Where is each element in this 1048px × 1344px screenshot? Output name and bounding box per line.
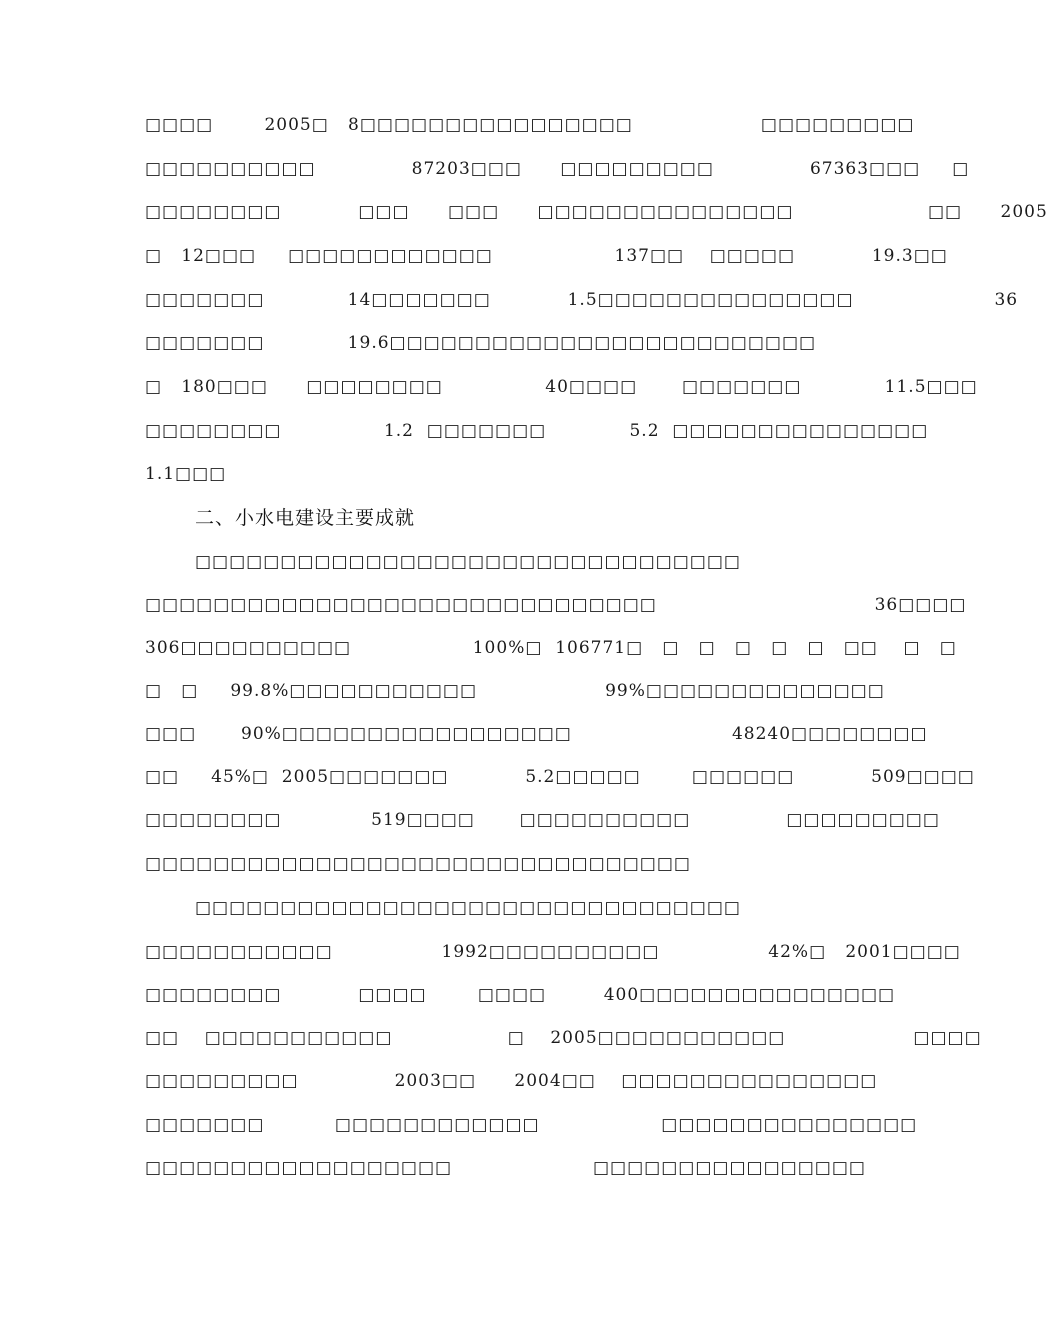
text-line-12: 306□□□□□□□□□□ 100%□ 106771□ □ □ □ □ □ □□ □ □ <box>145 638 957 658</box>
text-line-7: □ 180□□□ □□□□□□□□ 40□□□□ □□□□□□□ 11.5□□□ <box>145 377 978 397</box>
text-line-19: □□□□□□□□□□□ 1992□□□□□□□□□□ 42%□ 2001□□□□ <box>145 942 961 962</box>
text-line-15: □□ 45%□ 2005□□□□□□□ 5.2□□□□□ □□□□□□ 509□□□□ <box>145 767 975 787</box>
text-line-13: □ □ 99.8%□□□□□□□□□□□ 99%□□□□□□□□□□□□□□ <box>145 681 885 701</box>
text-line-1: □□□□ 2005□ 8□□□□□□□□□□□□□□□□ □□□□□□□□□ <box>145 115 915 135</box>
text-line-17: □□□□□□□□□□□□□□□□□□□□□□□□□□□□□□□□ <box>145 854 691 874</box>
text-line-2: □□□□□□□□□□ 87203□□□ □□□□□□□□□ 67363□□□ □ <box>145 159 970 179</box>
text-line-4: □ 12□□□ □□□□□□□□□□□□ 137□□ □□□□□ 19.3□□ <box>145 246 948 266</box>
text-line-24: □□□□□□□□□□□□□□□□□□ □□□□□□□□□□□□□□□□ <box>145 1158 866 1178</box>
text-line-22: □□□□□□□□□ 2003□□ 2004□□ □□□□□□□□□□□□□□□ <box>145 1071 878 1091</box>
text-line-6: □□□□□□□ 19.6□□□□□□□□□□□□□□□□□□□□□□□□□ <box>145 333 817 353</box>
text-line-3: □□□□□□□□ □□□ □□□ □□□□□□□□□□□□□□□ □□ 2005 <box>145 202 1048 222</box>
text-line-23: □□□□□□□ □□□□□□□□□□□□ □□□□□□□□□□□□□□□ <box>145 1115 918 1135</box>
text-line-11: □□□□□□□□□□□□□□□□□□□□□□□□□□□□□□ 36□□□□ <box>145 595 967 615</box>
text-line-20: □□□□□□□□ □□□□ □□□□ 400□□□□□□□□□□□□□□□ <box>145 985 896 1005</box>
text-line-16: □□□□□□□□ 519□□□□ □□□□□□□□□□ □□□□□□□□□ <box>145 810 940 830</box>
text-line-14: □□□ 90%□□□□□□□□□□□□□□□□□ 48240□□□□□□□□ <box>145 724 928 744</box>
text-line-21: □□ □□□□□□□□□□□ □ 2005□□□□□□□□□□□ □□□□ <box>145 1028 982 1048</box>
text-line-10: □□□□□□□□□□□□□□□□□□□□□□□□□□□□□□□□ <box>195 552 741 572</box>
text-line-8: □□□□□□□□ 1.2 □□□□□□□ 5.2 □□□□□□□□□□□□□□□ <box>145 421 929 441</box>
text-line-9: 1.1□□□ <box>145 464 227 484</box>
section-heading: 二、小水电建设主要成就 <box>195 507 416 529</box>
text-line-18: □□□□□□□□□□□□□□□□□□□□□□□□□□□□□□□□ <box>195 898 741 918</box>
text-line-5: □□□□□□□ 14□□□□□□□ 1.5□□□□□□□□□□□□□□□ 36 <box>145 290 1019 310</box>
